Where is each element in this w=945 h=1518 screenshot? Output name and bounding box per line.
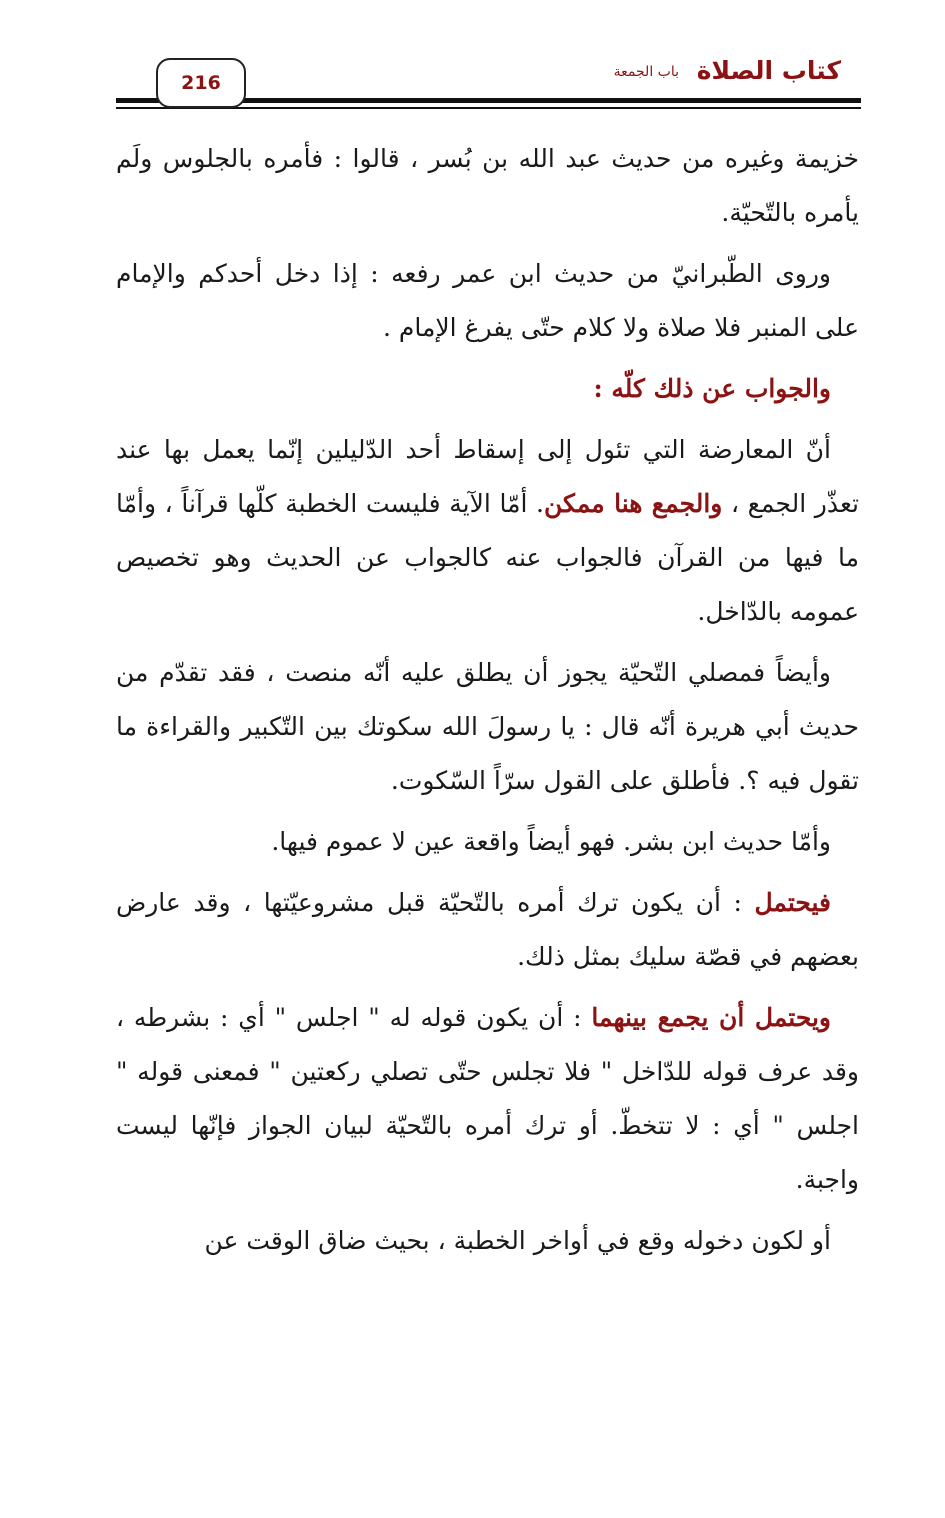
paragraph-8: أو لكون دخوله وقع في أواخر الخطبة ، بحيث ضاق الوقت عن	[204, 1226, 831, 1255]
paragraph-6	[116, 876, 859, 984]
paragraph-3	[116, 423, 859, 639]
paragraph-4: وأيضاً فمصلي التّحيّة يجوز أن يطلق عليه أنّه منصت ، فقد تقدّم من حديث أبي هريرة أنّه قال : يا رسولَ الله سكوتك بين التّكبير والقراءة ما تقول فيه ؟. فأطلق على القول سرّاً السّكوت.	[116, 658, 859, 795]
paragraph-1: خزيمة وغيره من حديث عبد الله بن بُسر ، قالوا : فأمره بالجلوس ولَم يأمره بالتّحيّة.	[116, 144, 859, 227]
section-heading: والجواب عن ذلك كلّه :	[593, 374, 831, 403]
page-body	[116, 132, 859, 1275]
page-header	[0, 0, 945, 120]
chapter-title: باب الجمعة	[613, 64, 679, 80]
paragraph-2: وروى الطّبرانيّ من حديث ابن عمر رفعه : إذا دخل أحدكم والإمام على المنبر فلا صلاة ولا كلام حتّى يفرغ الإمام .	[116, 259, 859, 342]
paragraph-7-text: : أن يكون قوله له " اجلس " أي : بشرطه ، وقد عرف قوله للدّاخل " فلا تجلس حتّى تصلي ركعتين " فمعنى قوله " اجلس " أي : لا تتخطّ. أو ترك أمره بالتّحيّة لبيان الجواز فإنّها ليست واجبة.	[116, 1003, 859, 1194]
paragraph-5: وأمّا حديث ابن بشر. فهو أيضاً واقعة عين لا عموم فيها.	[271, 827, 831, 856]
paragraph-7	[116, 991, 859, 1207]
page-number: 216	[156, 58, 246, 108]
book-title: كتاب الصلاة	[696, 56, 841, 85]
paragraph-3-text-b: . أمّا الآية فليست الخطبة كلّها قرآناً ، وأمّا ما فيها من القرآن فالجواب عنه كالجواب عن الحديث وهو تخصيص عمومه بالدّاخل.	[116, 489, 859, 626]
paragraph-7-highlight: ويحتمل أن يجمع بينهما	[591, 1003, 831, 1032]
paragraph-6-highlight: فيحتمل	[754, 888, 831, 917]
paragraph-3-text-a: أنّ المعارضة التي تئول إلى إسقاط أحد الدّليلين إنّما يعمل بها عند تعذّر الجمع ،	[116, 435, 859, 518]
paragraph-6-text: : أن يكون ترك أمره بالتّحيّة قبل مشروعيّتها ، وقد عارض بعضهم في قصّة سليك بمثل ذلك.	[116, 888, 859, 971]
paragraph-3-highlight: والجمع هنا ممكن	[544, 489, 723, 518]
